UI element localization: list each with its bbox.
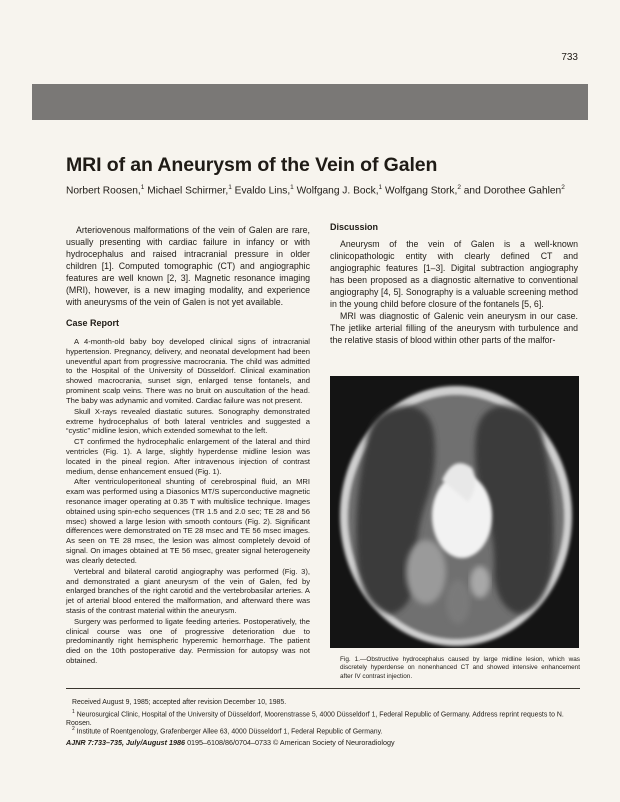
received-date: Received August 9, 1985; accepted after revision December 10, 1985. <box>72 699 287 706</box>
figure-caption: Fig. 1.—Obstructive hydrocephalus caused by large midline lesion, which was discretely hyperdense on nonenhanced CT and showed intensive enhancement after IV contrast injection. <box>340 656 580 680</box>
author-affiliation-mark: 1 <box>228 184 232 191</box>
paragraph: Aneurysm of the vein of Galen is a well-known clinicopathologic entity with clearly defined CT and angiographic features [1–3]. Digital subtraction angiography has been proposed as a diagnostic alternative to conventional angiography [4, 5]. Sonography is a valuable screening method in the young child before closure of the fontanels [5, 6]. <box>330 239 578 310</box>
ct-scan-figure <box>330 376 579 648</box>
case-report-heading: Case Report <box>66 318 120 328</box>
footnote-text: Institute of Roentgenology, Grafenberger Allee 63, 4000 Düsseldorf 1, Federal Republic of Germany. <box>76 728 383 736</box>
ct-scan-image <box>330 376 579 648</box>
article-title: MRI of an Aneurysm of the Vein of Galen <box>66 154 438 176</box>
page-number: 733 <box>561 52 578 63</box>
author-affiliation-mark: 2 <box>561 184 565 191</box>
footnote-affiliation-2 <box>66 725 580 737</box>
author: Wolfgang Stork, <box>385 185 458 197</box>
discussion-body <box>330 238 578 346</box>
paragraph: After ventriculoperitoneal shunting of cerebrospinal fluid, an MRI exam was performed using a Diasonics MT/S superconductive magnetic resonance imager operating at 0.35 T with multislice technique. Images obtained using spin-echo sequences (TR 1.5 and 2.0 sec; TE 28 and 56 msec) showed a large lesion with smooth contours (Fig. 2). Significant differences were demonstrated on TE 28 msec and TE 56 msec images. As seen on TE 28 msec, the lesion was almost completely devoid of signal. On images obtained at TE 56 msec, greater signal heterogeneity was clearly detected. <box>66 477 310 565</box>
author: Norbert Roosen, <box>66 185 141 197</box>
paragraph: Surgery was performed to ligate feeding arteries. Postoperatively, the clinical course was one of progressive deterioration due to predominantly right hemispheric hyperemic hemorrhage. The patient died on the 10th postoperative day. Permission for autopsy was not obtained. <box>66 616 310 665</box>
paragraph: CT confirmed the hydrocephalic enlargement of the lateral and third ventricles (Fig. 1). A large, slightly hyperdense midline lesion was located in the pineal region. After intravenous injection of contrast medium, dense enhancement ensued (Fig. 1). <box>66 437 310 476</box>
author-separator: and <box>460 185 484 197</box>
author: Evaldo Lins, <box>234 185 291 197</box>
case-report-body <box>66 337 310 667</box>
paragraph: Skull X-rays revealed diastatic sutures. Sonography demonstrated extreme hydrocephalus of both lateral ventricles and suggested a “cystic” midline lesion, which extended somewhat to the left. <box>66 406 310 436</box>
journal-citation <box>66 738 395 747</box>
author-affiliation-mark: 2 <box>457 184 461 191</box>
author-affiliation-mark: 1 <box>378 184 383 191</box>
paragraph: A 4-month-old baby boy developed clinical signs of intracranial hypertension. Pregnancy, delivery, and neonatal development had been uneventful apart from progressive macrocrania. The child was admitted to the Hospital of the University of Düsseldorf. Clinical examination showed macrocrania, sunset sign, enlarged tense fontanels, and prominent scalp veins. There was no bruit on auscultation of the head. The baby was adynamic and vomited. Cardiac failure was not present. <box>66 337 310 405</box>
discussion-heading: Discussion <box>330 222 379 232</box>
footnote-mark: 2 <box>72 726 75 732</box>
author-list <box>66 184 565 196</box>
author-affiliation-mark: 1 <box>290 184 294 191</box>
footnote-text: Neurosurgical Clinic, Hospital of the University of Düsseldorf, Moorenstrasse 5, 4000 Düsseldorf 1, Federal Republic of Germany. Address reprint requests to N. Roosen. <box>66 711 564 727</box>
author: Dorothee Gahlen <box>483 185 562 197</box>
author: Michael Schirmer, <box>147 185 229 197</box>
footnote-mark: 1 <box>72 709 75 715</box>
journal-volume: AJNR 7:733–735, July/August 1986 <box>66 738 186 747</box>
journal-issn-copyright: 0195–6108/86/0704–0733 © American Society of Neuroradiology <box>187 738 395 747</box>
footnote-divider <box>66 688 580 689</box>
author: Wolfgang J. Bock, <box>296 185 379 197</box>
paragraph: Vertebral and bilateral carotid angiography was performed (Fig. 3), and demonstrated a giant aneurysm of the vein of Galen, fed by enlarged branches of the right carotid and the vertebrobasilar arteries. A jet of arterial blood entered the malformation, and afterward there was stasis of the contrast material within the aneurysm. <box>66 566 310 615</box>
author-affiliation-mark: 1 <box>140 184 145 191</box>
paragraph: MRI was diagnostic of Galenic vein aneurysm in our case. The jetlike arterial filling of the aneurysm with turbulence and the relative stasis of blood within other parts of the malfor- <box>330 311 578 346</box>
header-band <box>32 84 588 120</box>
abstract: Arteriovenous malformations of the vein of Galen are rare, usually presenting with cardiac failure in infancy or with hydrocephalus and raised intracranial pressure in older children [1]. Computed tomographic (CT) and angiographic features are well known [2, 3]. Magnetic resonance imaging (MRI), however, is a new imaging modality, and experience with aneurysms of the vein of Galen is not yet available. <box>66 225 310 308</box>
